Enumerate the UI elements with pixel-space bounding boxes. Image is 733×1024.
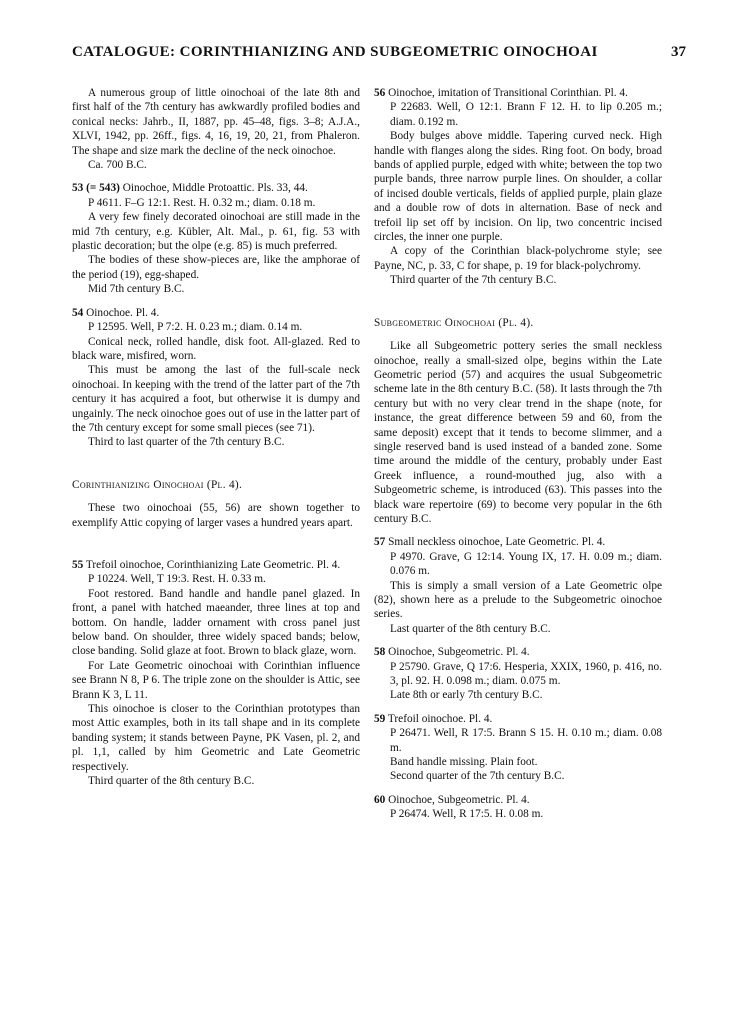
entry-60-reference: P 26474. Well, R 17:5. H. 0.08 m. bbox=[390, 808, 544, 821]
entry-58-reference: P 25790. Grave, Q 17:6. Hesperia, XXIX, 1960, p. 416, no. 3, pl. 92. H. 0.098 m.; diam. 0.075 m. bbox=[390, 660, 662, 688]
entry-number: 54 bbox=[72, 306, 84, 319]
entry-54-date: Third to last quarter of the 7th century B.C. bbox=[88, 436, 285, 449]
entry-56-text: Body bulges above middle. Tapering curved neck. High handle with flanges along the sides. Ring foot. On body, broad bands of applied purple, edged with white; between the top two purple bands, three narrow purple lines. On shoulder, a collar of incised double verticals, fields of applied purple, plain glaze and a double row of dots in alternation. Base of neck and trefoil lip set off by incision. On lip, two concentric incised circles, the inner one purple. bbox=[374, 130, 662, 244]
header-title: CATALOGUE: CORINTHIANIZING AND SUBGEOMETRIC OINOCHOAI bbox=[72, 44, 598, 60]
entry-57-text: This is simply a small version of a Late Geometric olpe (82), shown here as a prelude to the Subgeometric oinochoe series. bbox=[374, 579, 662, 621]
entry-title: Oinochoe, imitation of Transitional Corinthian. Pl. 4. bbox=[388, 87, 628, 99]
entry-title: Trefoil oinochoe, Corinthianizing Late Geometric. Pl. 4. bbox=[85, 558, 341, 571]
entry-title: Oinochoe. Pl. 4. bbox=[86, 306, 160, 319]
entry-56-text-2: A copy of the Corinthian black-polychrome style; see Payne, NC, p. 33, C for shape, p. 19 for black-polychromy. bbox=[374, 245, 662, 272]
entry-59-text: Band handle missing. Plain foot. bbox=[390, 756, 538, 769]
entry-59-heading bbox=[374, 712, 662, 726]
section-heading-corinthianizing: Corinthianizing Oinochoai (Pl. 4). bbox=[72, 478, 243, 491]
entry-53-date: Mid 7th century B.C. bbox=[88, 283, 185, 296]
left-column bbox=[72, 86, 360, 788]
entry-54-text: Conical neck, rolled handle, disk foot. All-glazed. Red to black ware, misfired, worn. bbox=[72, 335, 360, 362]
entry-55-reference: P 10224. Well, T 19:3. Rest. H. 0.33 m. bbox=[88, 573, 266, 586]
entry-56-reference: P 22683. Well, O 12:1. Brann F 12. H. to lip 0.205 m.; diam. 0.192 m. bbox=[390, 101, 662, 128]
entry-56-date: Third quarter of the 7th century B.C. bbox=[390, 274, 557, 287]
entry-55-text: Foot restored. Band handle and handle panel glazed. In front, a panel with hatched maeander, three lines at top and bottom. On handle, ladder ornament with cross panel just below band. On shoulder, three widely spaced bands; below, close banding. Solid glaze at foot. Brown to black glaze, worn. bbox=[72, 587, 360, 658]
section-intro: Like all Subgeometric pottery series the small neckless oinochoe, really a small-sized olpe, begins within the Late Geometric period (57) and acquires the usual Subgeometric scheme late in the 8th century B.C. (58). It lasts through the 7th century but with no very clear trend in the shape (note, for instance, the great difference between 59 and 60, from the same deposit) except that it tends to become slimmer, and a single reserved band is used instead of a banded zone. Some time around the middle of the century, probably under East Greek influence, a round-mouthed jug, also with a Subgeometric scheme, is introduced (63). This passes into the black ware repertoire (69) to become very popular in the 6th century B.C. bbox=[374, 340, 662, 525]
entry-title: Oinochoe, Middle Protoattic. Pls. 33, 44. bbox=[122, 182, 308, 195]
entry-59-date: Second quarter of the 7th century B.C. bbox=[390, 770, 565, 783]
entry-number: 58 bbox=[374, 646, 386, 659]
entry-53-text: A very few finely decorated oinochoai are still made in the mid 7th century, e.g. Kübler, Alt. Mal., p. 61, fig. 53 with plastic decoration; but the olpe (e.g. 85) is much preferred. bbox=[72, 211, 360, 253]
section-intro: These two oinochoai (55, 56) are shown together to exemplify Attic copying of larger vases a hundred years apart. bbox=[72, 502, 360, 529]
entry-57-heading bbox=[374, 535, 662, 549]
entry-54-reference: P 12595. Well, P 7:2. H. 0.23 m.; diam. 0.14 m. bbox=[88, 321, 303, 334]
entry-58-date: Late 8th or early 7th century B.C. bbox=[390, 689, 543, 702]
entry-title: Small neckless oinochoe, Late Geometric. Pl. 4. bbox=[388, 536, 606, 549]
running-header bbox=[72, 44, 686, 66]
entry-53-heading bbox=[72, 181, 360, 195]
entry-56-heading bbox=[374, 86, 662, 100]
entry-54-text-2: This must be among the last of the full-scale neck oinochoai. In keeping with the trend of the latter part of the 7th century it has acquired a foot, but otherwise it is dumpy and ungainly. The neck oinochoe goes out of use in the latter part of the 7th century except for some small pieces (see 71). bbox=[72, 364, 360, 434]
entry-number: 53 (= 543) bbox=[72, 182, 120, 195]
entry-55-heading bbox=[72, 558, 360, 572]
intro-paragraph: A numerous group of little oinochoai of the late 8th and first half of the 7th century has awkwardly profiled bodies and conical necks: Jahrb., II, 1887, pp. 45–48, figs. 3–8; A.J.A., XLVI, 1942, pp. 26ff., figs. 4, 16, 19, 20, 21, from Phaleron. The shape and size mark the decline of the neck oinochoe. bbox=[72, 87, 360, 157]
entry-54-heading bbox=[72, 306, 360, 320]
section-heading-subgeometric: Subgeometric Oinochoai (Pl. 4). bbox=[374, 316, 534, 329]
entry-53-reference: P 4611. F–G 12:1. Rest. H. 0.32 m.; diam. 0.18 m. bbox=[88, 196, 316, 209]
entry-58-heading bbox=[374, 645, 662, 659]
entry-number: 57 bbox=[374, 536, 386, 549]
entry-55-text-2: For Late Geometric oinochoai with Corinthian influence see Brann N 8, P 6. The triple zone on the shoulder is Attic, see Brann K 3, L 11. bbox=[72, 659, 360, 701]
entry-55-date: Third quarter of the 8th century B.C. bbox=[88, 775, 255, 788]
entry-55-text-3: This oinochoe is closer to the Corinthian prototypes than most Attic examples, both in its tall shape and in its complete banding system; it stands between Payne, PK Vasen, pl. 2, and pl. 1,1, called by him Geometric and Late Geometric respectively. bbox=[72, 703, 360, 773]
page-number: 37 bbox=[671, 44, 686, 60]
entry-number: 56 bbox=[374, 87, 386, 99]
entry-60-heading bbox=[374, 793, 662, 807]
entry-57-reference: P 4970. Grave, G 12:14. Young IX, 17. H. 0.09 m.; diam. 0.076 m. bbox=[390, 550, 662, 578]
right-column bbox=[374, 86, 662, 822]
intro-date: Ca. 700 B.C. bbox=[88, 159, 147, 172]
entry-number: 60 bbox=[374, 793, 386, 806]
entry-53-text-2: The bodies of these show-pieces are, like the amphorae of the period (19), egg-shaped. bbox=[72, 254, 360, 281]
entry-title: Oinochoe, Subgeometric. Pl. 4. bbox=[388, 793, 530, 806]
entry-number: 55 bbox=[72, 558, 84, 571]
entry-57-date: Last quarter of the 8th century B.C. bbox=[390, 622, 551, 635]
entry-title: Trefoil oinochoe. Pl. 4. bbox=[387, 712, 493, 725]
entry-59-reference: P 26471. Well, R 17:5. Brann S 15. H. 0.10 m.; diam. 0.08 m. bbox=[390, 727, 662, 754]
entry-title: Oinochoe, Subgeometric. Pl. 4. bbox=[388, 646, 530, 659]
entry-number: 59 bbox=[374, 712, 386, 725]
